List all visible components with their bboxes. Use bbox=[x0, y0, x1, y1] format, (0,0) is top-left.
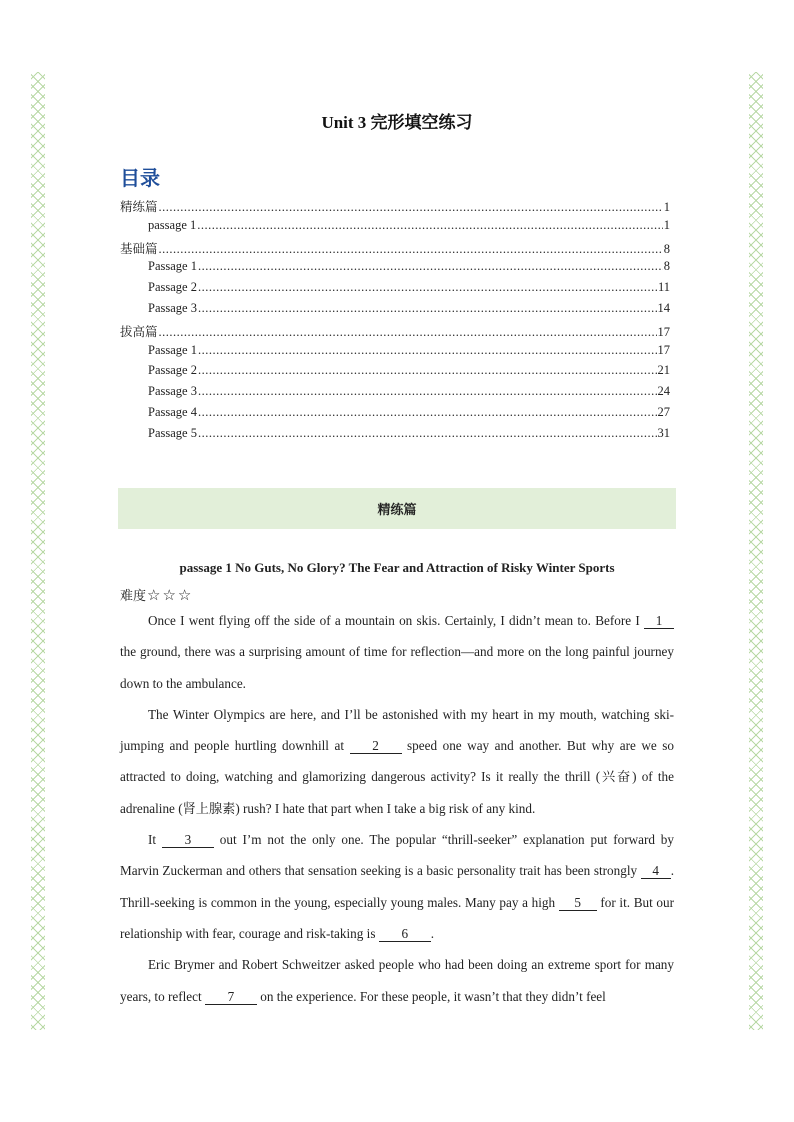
toc-entry-label: Passage 1 bbox=[148, 259, 197, 274]
toc-entry[interactable] bbox=[120, 343, 670, 364]
toc-entry-label: Passage 4 bbox=[148, 404, 197, 419]
decorative-border-left bbox=[31, 72, 45, 1030]
toc-entry-label: passage 1 bbox=[148, 217, 197, 232]
toc-entry[interactable] bbox=[120, 197, 670, 218]
toc-entry-page: 1 bbox=[663, 217, 670, 232]
document-title: Unit 3 完形填空练习 bbox=[321, 113, 473, 132]
paragraph: Once I went flying off the side of a mountain on skis. Certainly, I didn’t mean to. Before I 1 the ground, there was a surprising amount of time for reflection—and more on the long painful journey down to the ambulance. bbox=[120, 613, 674, 691]
toc-leader-dots bbox=[159, 200, 663, 215]
toc-leader-dots bbox=[159, 242, 663, 257]
paragraph: The Winter Olympics are here, and I’ll be astonished with my heart in my mouth, watching ski-jumping and people hurtling downhill at 2 speed one way and another. But why are we so attracted to doing, watching and glamorizing dangerous activity? Is it really the thrill (兴奋) of the adrenaline (肾上腺素) rush? I hate that part when I take a big risk of any kind. bbox=[120, 706, 674, 816]
toc-entry-label: Passage 2 bbox=[148, 363, 197, 378]
toc-entry-page: 8 bbox=[663, 259, 670, 274]
toc-entry-page: 24 bbox=[657, 384, 670, 399]
toc-entry[interactable] bbox=[120, 426, 670, 447]
toc-entry-page: 21 bbox=[657, 363, 670, 378]
toc-entry[interactable] bbox=[120, 259, 670, 280]
toc-entry-page: 27 bbox=[657, 404, 670, 419]
toc-entry-label: 基础篇 bbox=[120, 241, 158, 256]
cloze-blank-5[interactable]: 5 bbox=[559, 896, 597, 911]
difficulty-rating bbox=[120, 585, 193, 604]
toc-entry[interactable] bbox=[120, 322, 670, 343]
difficulty-label: 难度 bbox=[120, 588, 147, 603]
toc-heading: 目录 bbox=[120, 166, 160, 190]
toc-leader-dots bbox=[198, 301, 657, 316]
toc-entry-page: 1 bbox=[663, 200, 670, 214]
toc-entry[interactable] bbox=[120, 301, 670, 322]
cloze-blank-4[interactable]: 4 bbox=[641, 864, 671, 879]
toc-entry-label: Passage 2 bbox=[148, 280, 197, 295]
toc-leader-dots bbox=[197, 218, 663, 233]
toc-entry-page: 17 bbox=[657, 342, 670, 357]
decorative-border-right bbox=[749, 72, 763, 1030]
paragraph: It 3 out I’m not the only one. The popular “thrill-seeker” explanation put forward by Marvin Zuckerman and others that sensation seeking is a basic personality trait has been strongly 4 . Thrill-seeking is common in the young, especially young males. Many pay a high 5 for it. But our relationship with fear, courage and risk-taking is 6 . bbox=[120, 832, 674, 941]
toc-entry-label: Passage 3 bbox=[148, 300, 197, 315]
toc-entry-page: 8 bbox=[663, 241, 670, 256]
toc-entry-page: 31 bbox=[657, 425, 670, 440]
toc-entry-label: Passage 1 bbox=[148, 342, 197, 357]
toc-entry-label: 拔高篇 bbox=[120, 324, 158, 339]
passage-title: passage 1 No Guts, No Glory? The Fear and Attraction of Risky Winter Sports bbox=[179, 560, 615, 575]
toc-leader-dots bbox=[198, 343, 657, 358]
toc-entry-label: 精练篇 bbox=[120, 200, 158, 214]
table-of-contents bbox=[120, 197, 670, 447]
cloze-blank-2[interactable]: 2 bbox=[350, 739, 402, 754]
toc-entry-label: Passage 3 bbox=[148, 384, 197, 399]
passage-body bbox=[120, 605, 674, 1012]
toc-leader-dots bbox=[198, 384, 657, 399]
toc-leader-dots bbox=[198, 405, 657, 420]
toc-entry[interactable] bbox=[120, 280, 670, 301]
toc-leader-dots bbox=[159, 325, 657, 340]
star-icon: ☆☆☆ bbox=[147, 585, 194, 604]
toc-leader-dots bbox=[198, 280, 657, 295]
cloze-blank-3[interactable]: 3 bbox=[162, 833, 214, 848]
toc-entry[interactable] bbox=[120, 218, 670, 239]
toc-leader-dots bbox=[198, 259, 663, 274]
paragraph: Eric Brymer and Robert Schweitzer asked people who had been doing an extreme sport for many years, to reflect 7 on the experience. For these people, it wasn’t that they didn’t feel bbox=[120, 957, 674, 1004]
toc-leader-dots bbox=[198, 363, 657, 378]
cloze-blank-1[interactable]: 1 bbox=[644, 614, 674, 629]
cloze-blank-6[interactable]: 6 bbox=[379, 927, 431, 942]
toc-leader-dots bbox=[198, 426, 657, 441]
toc-entry-page: 14 bbox=[657, 300, 670, 315]
cloze-blank-7[interactable]: 7 bbox=[205, 990, 257, 1005]
toc-entry-page: 11 bbox=[657, 280, 670, 295]
toc-entry-label: Passage 5 bbox=[148, 425, 197, 440]
toc-entry[interactable] bbox=[120, 239, 670, 260]
toc-entry[interactable] bbox=[120, 405, 670, 426]
toc-entry[interactable] bbox=[120, 363, 670, 384]
toc-entry-page: 17 bbox=[657, 324, 670, 339]
toc-entry[interactable] bbox=[120, 384, 670, 405]
section-banner: 精练篇 bbox=[118, 488, 676, 529]
